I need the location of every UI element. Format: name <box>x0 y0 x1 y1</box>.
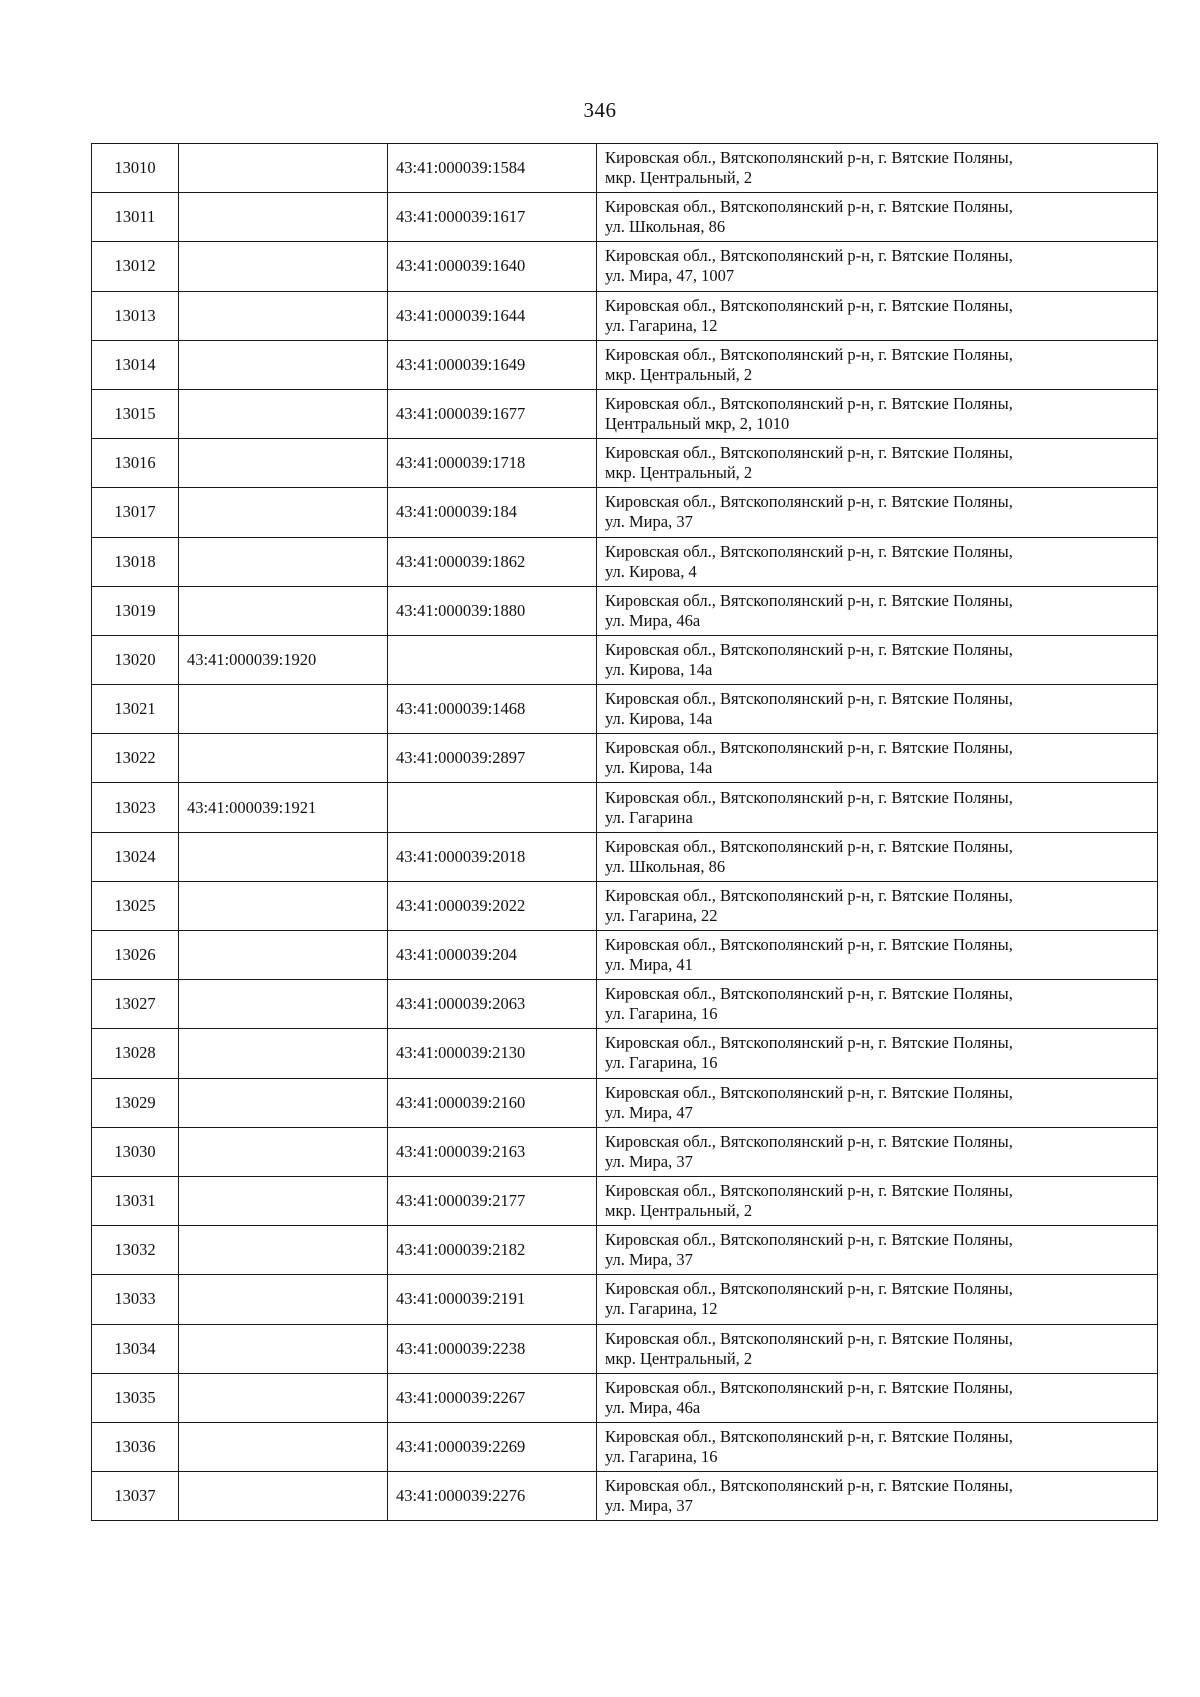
row-number-cell: 13036 <box>92 1422 179 1471</box>
table-row <box>92 488 1158 537</box>
address-cell <box>597 832 1158 881</box>
address-line-street: ул. Мира, 46а <box>605 610 701 630</box>
table-row <box>92 1078 1158 1127</box>
address-line-region: Кировская обл., Вятскополянский р-н, г. Вятские Поляны, <box>605 246 1013 266</box>
registry-table-body <box>92 144 1158 1521</box>
related-cadastral-number-cell: 43:41:000039:2163 <box>388 1127 597 1176</box>
table-row <box>92 537 1158 586</box>
cadastral-number-cell <box>179 980 388 1029</box>
cadastral-number-cell <box>179 1324 388 1373</box>
address-line-street: ул. Мира, 41 <box>605 955 693 975</box>
cadastral-number-cell <box>179 144 388 193</box>
address-cell <box>597 242 1158 291</box>
address-line-street: ул. Мира, 46а <box>605 1397 701 1417</box>
cadastral-number-cell <box>179 832 388 881</box>
address-cell <box>597 1127 1158 1176</box>
address-line-street: ул. Гагарина, 16 <box>605 1053 718 1073</box>
address-line-street: ул. Кирова, 14а <box>605 709 713 729</box>
address-line-street: ул. Гагарина <box>605 807 693 827</box>
address-cell <box>597 537 1158 586</box>
row-number-cell: 13013 <box>92 291 179 340</box>
address-line-street: ул. Мира, 37 <box>605 512 693 532</box>
cadastral-number-cell <box>179 340 388 389</box>
address-line-region: Кировская обл., Вятскополянский р-н, г. Вятские Поляны, <box>605 148 1013 168</box>
row-number-cell: 13029 <box>92 1078 179 1127</box>
row-number-cell: 13030 <box>92 1127 179 1176</box>
address-line-street: ул. Мира, 37 <box>605 1151 693 1171</box>
related-cadastral-number-cell: 43:41:000039:2897 <box>388 734 597 783</box>
registry-table <box>91 143 1158 1521</box>
address-line-street: мкр. Центральный, 2 <box>605 463 753 483</box>
address-line-region: Кировская обл., Вятскополянский р-н, г. Вятские Поляны, <box>605 344 1013 364</box>
cadastral-number-cell <box>179 193 388 242</box>
address-line-street: мкр. Центральный, 2 <box>605 1201 753 1221</box>
table-row <box>92 242 1158 291</box>
cadastral-number-cell <box>179 1472 388 1521</box>
related-cadastral-number-cell: 43:41:000039:1640 <box>388 242 597 291</box>
address-line-region: Кировская обл., Вятскополянский р-н, г. Вятские Поляны, <box>605 492 1013 512</box>
related-cadastral-number-cell: 43:41:000039:184 <box>388 488 597 537</box>
row-number-cell: 13019 <box>92 586 179 635</box>
cadastral-number-cell <box>179 881 388 930</box>
page-number: 346 <box>583 98 617 122</box>
related-cadastral-number-cell: 43:41:000039:2267 <box>388 1373 597 1422</box>
row-number-cell: 13033 <box>92 1275 179 1324</box>
address-line-region: Кировская обл., Вятскополянский р-н, г. Вятские Поляны, <box>605 1279 1013 1299</box>
related-cadastral-number-cell: 43:41:000039:2018 <box>388 832 597 881</box>
table-row <box>92 980 1158 1029</box>
row-number-cell: 13028 <box>92 1029 179 1078</box>
address-line-street: ул. Гагарина, 16 <box>605 1446 718 1466</box>
cadastral-number-cell <box>179 537 388 586</box>
address-line-region: Кировская обл., Вятскополянский р-н, г. Вятские Поляны, <box>605 1230 1013 1250</box>
address-cell <box>597 439 1158 488</box>
related-cadastral-number-cell: 43:41:000039:2022 <box>388 881 597 930</box>
row-number-cell: 13010 <box>92 144 179 193</box>
row-number-cell: 13015 <box>92 389 179 438</box>
row-number-cell: 13016 <box>92 439 179 488</box>
related-cadastral-number-cell: 43:41:000039:1584 <box>388 144 597 193</box>
cadastral-number-cell <box>179 242 388 291</box>
row-number-cell: 13027 <box>92 980 179 1029</box>
row-number-cell: 13032 <box>92 1226 179 1275</box>
table-row <box>92 635 1158 684</box>
cadastral-number-cell <box>179 1275 388 1324</box>
table-row <box>92 1226 1158 1275</box>
row-number-cell: 13037 <box>92 1472 179 1521</box>
address-line-region: Кировская обл., Вятскополянский р-н, г. Вятские Поляны, <box>605 1426 1013 1446</box>
row-number-cell: 13023 <box>92 783 179 832</box>
address-cell <box>597 881 1158 930</box>
address-line-street: ул. Школьная, 86 <box>605 856 726 876</box>
related-cadastral-number-cell: 43:41:000039:204 <box>388 931 597 980</box>
row-number-cell: 13011 <box>92 193 179 242</box>
address-cell <box>597 340 1158 389</box>
related-cadastral-number-cell: 43:41:000039:1649 <box>388 340 597 389</box>
address-line-region: Кировская обл., Вятскополянский р-н, г. Вятские Поляны, <box>605 836 1013 856</box>
row-number-cell: 13025 <box>92 881 179 930</box>
address-line-region: Кировская обл., Вятскополянский р-н, г. Вятские Поляны, <box>605 984 1013 1004</box>
address-line-region: Кировская обл., Вятскополянский р-н, г. Вятские Поляны, <box>605 295 1013 315</box>
address-cell <box>597 980 1158 1029</box>
row-number-cell: 13022 <box>92 734 179 783</box>
address-line-region: Кировская обл., Вятскополянский р-н, г. Вятские Поляны, <box>605 689 1013 709</box>
table-row <box>92 1324 1158 1373</box>
row-number-cell: 13034 <box>92 1324 179 1373</box>
address-line-region: Кировская обл., Вятскополянский р-н, г. Вятские Поляны, <box>605 1082 1013 1102</box>
related-cadastral-number-cell: 43:41:000039:2238 <box>388 1324 597 1373</box>
cadastral-number-cell <box>179 1078 388 1127</box>
address-line-street: ул. Мира, 47, 1007 <box>605 266 735 286</box>
address-line-region: Кировская обл., Вятскополянский р-н, г. Вятские Поляны, <box>605 590 1013 610</box>
table-row <box>92 783 1158 832</box>
address-line-street: ул. Гагарина, 12 <box>605 1299 718 1319</box>
table-row <box>92 389 1158 438</box>
related-cadastral-number-cell: 43:41:000039:1644 <box>388 291 597 340</box>
cadastral-number-cell <box>179 291 388 340</box>
address-line-region: Кировская обл., Вятскополянский р-н, г. Вятские Поляны, <box>605 1181 1013 1201</box>
cadastral-number-cell <box>179 586 388 635</box>
address-cell <box>597 1275 1158 1324</box>
address-cell <box>597 931 1158 980</box>
address-line-street: ул. Мира, 37 <box>605 1250 693 1270</box>
table-row <box>92 1029 1158 1078</box>
table-row <box>92 1275 1158 1324</box>
related-cadastral-number-cell: 43:41:000039:2269 <box>388 1422 597 1471</box>
cadastral-number-cell <box>179 1176 388 1225</box>
address-line-street: мкр. Центральный, 2 <box>605 168 753 188</box>
cadastral-number-cell: 43:41:000039:1921 <box>179 783 388 832</box>
address-cell <box>597 1422 1158 1471</box>
row-number-cell: 13012 <box>92 242 179 291</box>
address-cell <box>597 635 1158 684</box>
address-cell <box>597 1226 1158 1275</box>
address-line-street: ул. Мира, 47 <box>605 1102 693 1122</box>
table-row <box>92 1373 1158 1422</box>
cadastral-number-cell <box>179 1373 388 1422</box>
address-line-street: ул. Мира, 37 <box>605 1496 693 1516</box>
related-cadastral-number-cell: 43:41:000039:2160 <box>388 1078 597 1127</box>
row-number-cell: 13020 <box>92 635 179 684</box>
related-cadastral-number-cell: 43:41:000039:1862 <box>388 537 597 586</box>
table-row <box>92 1422 1158 1471</box>
address-line-region: Кировская обл., Вятскополянский р-н, г. Вятские Поляны, <box>605 935 1013 955</box>
address-line-region: Кировская обл., Вятскополянский р-н, г. Вятские Поляны, <box>605 443 1013 463</box>
related-cadastral-number-cell: 43:41:000039:2130 <box>388 1029 597 1078</box>
related-cadastral-number-cell: 43:41:000039:2182 <box>388 1226 597 1275</box>
table-row <box>92 1176 1158 1225</box>
table-row <box>92 340 1158 389</box>
address-cell <box>597 685 1158 734</box>
address-cell <box>597 586 1158 635</box>
row-number-cell: 13024 <box>92 832 179 881</box>
table-row <box>92 144 1158 193</box>
table-row <box>92 734 1158 783</box>
row-number-cell: 13021 <box>92 685 179 734</box>
row-number-cell: 13031 <box>92 1176 179 1225</box>
related-cadastral-number-cell: 43:41:000039:1617 <box>388 193 597 242</box>
address-line-street: ул. Кирова, 4 <box>605 561 697 581</box>
address-line-street: ул. Гагарина, 22 <box>605 905 718 925</box>
cadastral-number-cell <box>179 1127 388 1176</box>
related-cadastral-number-cell <box>388 783 597 832</box>
related-cadastral-number-cell: 43:41:000039:2063 <box>388 980 597 1029</box>
address-line-street: мкр. Центральный, 2 <box>605 1348 753 1368</box>
table-row <box>92 685 1158 734</box>
cadastral-number-cell <box>179 685 388 734</box>
row-number-cell: 13035 <box>92 1373 179 1422</box>
related-cadastral-number-cell: 43:41:000039:1677 <box>388 389 597 438</box>
cadastral-number-cell <box>179 1226 388 1275</box>
table-row <box>92 193 1158 242</box>
related-cadastral-number-cell: 43:41:000039:2276 <box>388 1472 597 1521</box>
address-cell <box>597 1324 1158 1373</box>
address-cell <box>597 1029 1158 1078</box>
table-row <box>92 586 1158 635</box>
address-line-region: Кировская обл., Вятскополянский р-н, г. Вятские Поляны, <box>605 1377 1013 1397</box>
address-line-street: ул. Гагарина, 12 <box>605 315 718 335</box>
address-cell <box>597 144 1158 193</box>
address-line-street: Центральный мкр, 2, 1010 <box>605 414 790 434</box>
address-cell <box>597 1373 1158 1422</box>
table-row <box>92 1472 1158 1521</box>
address-line-region: Кировская обл., Вятскополянский р-н, г. Вятские Поляны, <box>605 1476 1013 1496</box>
related-cadastral-number-cell <box>388 635 597 684</box>
address-line-region: Кировская обл., Вятскополянский р-н, г. Вятские Поляны, <box>605 787 1013 807</box>
address-line-region: Кировская обл., Вятскополянский р-н, г. Вятские Поляны, <box>605 394 1013 414</box>
cadastral-number-cell <box>179 439 388 488</box>
address-line-region: Кировская обл., Вятскополянский р-н, г. Вятские Поляны, <box>605 885 1013 905</box>
address-line-region: Кировская обл., Вятскополянский р-н, г. Вятские Поляны, <box>605 197 1013 217</box>
address-line-street: мкр. Центральный, 2 <box>605 364 753 384</box>
address-line-street: ул. Школьная, 86 <box>605 217 726 237</box>
row-number-cell: 13026 <box>92 931 179 980</box>
related-cadastral-number-cell: 43:41:000039:2191 <box>388 1275 597 1324</box>
address-line-region: Кировская обл., Вятскополянский р-н, г. Вятские Поляны, <box>605 1328 1013 1348</box>
row-number-cell: 13014 <box>92 340 179 389</box>
cadastral-number-cell <box>179 488 388 537</box>
table-row <box>92 832 1158 881</box>
address-cell <box>597 389 1158 438</box>
cadastral-number-cell <box>179 389 388 438</box>
table-row <box>92 931 1158 980</box>
address-line-street: ул. Гагарина, 16 <box>605 1004 718 1024</box>
related-cadastral-number-cell: 43:41:000039:1718 <box>388 439 597 488</box>
cadastral-number-cell <box>179 1422 388 1471</box>
cadastral-number-cell <box>179 931 388 980</box>
table-row <box>92 881 1158 930</box>
address-line-region: Кировская обл., Вятскополянский р-н, г. Вятские Поляны, <box>605 639 1013 659</box>
address-line-region: Кировская обл., Вятскополянский р-н, г. Вятские Поляны, <box>605 1033 1013 1053</box>
cadastral-number-cell: 43:41:000039:1920 <box>179 635 388 684</box>
address-line-region: Кировская обл., Вятскополянский р-н, г. Вятские Поляны, <box>605 1131 1013 1151</box>
related-cadastral-number-cell: 43:41:000039:2177 <box>388 1176 597 1225</box>
address-line-region: Кировская обл., Вятскополянский р-н, г. Вятские Поляны, <box>605 738 1013 758</box>
address-cell <box>597 1176 1158 1225</box>
address-cell <box>597 193 1158 242</box>
address-cell <box>597 1472 1158 1521</box>
address-line-region: Кировская обл., Вятскополянский р-н, г. Вятские Поляны, <box>605 541 1013 561</box>
address-cell <box>597 783 1158 832</box>
address-line-street: ул. Кирова, 14а <box>605 659 713 679</box>
address-cell <box>597 488 1158 537</box>
cadastral-number-cell <box>179 734 388 783</box>
related-cadastral-number-cell: 43:41:000039:1880 <box>388 586 597 635</box>
address-line-street: ул. Кирова, 14а <box>605 758 713 778</box>
row-number-cell: 13017 <box>92 488 179 537</box>
table-row <box>92 291 1158 340</box>
row-number-cell: 13018 <box>92 537 179 586</box>
table-row <box>92 1127 1158 1176</box>
cadastral-number-cell <box>179 1029 388 1078</box>
related-cadastral-number-cell: 43:41:000039:1468 <box>388 685 597 734</box>
address-cell <box>597 291 1158 340</box>
address-cell <box>597 734 1158 783</box>
table-row <box>92 439 1158 488</box>
address-cell <box>597 1078 1158 1127</box>
